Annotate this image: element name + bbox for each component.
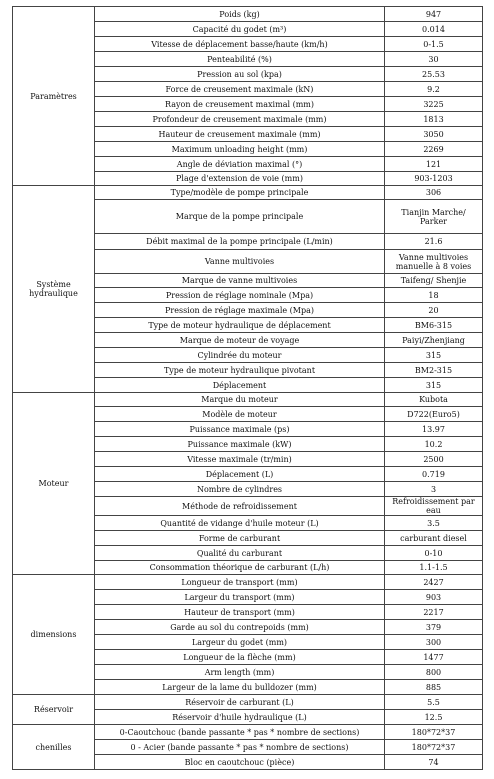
spec-label: Marque du moteur bbox=[95, 393, 385, 407]
table-row bbox=[13, 725, 483, 740]
spec-value: carburant diesel bbox=[385, 531, 483, 546]
spec-label: Modèle de moteur bbox=[95, 407, 385, 422]
spec-label: Marque de vanne multivoies bbox=[95, 274, 385, 288]
spec-label: Garde au sol du contrepoids (mm) bbox=[95, 620, 385, 635]
spec-value: 2427 bbox=[385, 575, 483, 590]
spec-value: Vanne multivoies manuelle à 8 voies bbox=[385, 250, 483, 274]
spec-label: Plage d'extension de voie (mm) bbox=[95, 172, 385, 186]
spec-label: Pression au sol (kpa) bbox=[95, 67, 385, 82]
category-cell: Paramètres bbox=[13, 7, 95, 186]
spec-value: Taifeng/ Shenjie bbox=[385, 274, 483, 288]
spec-label: Hauteur de transport (mm) bbox=[95, 605, 385, 620]
spec-table bbox=[12, 6, 483, 770]
spec-value: 3050 bbox=[385, 127, 483, 142]
table-row bbox=[13, 7, 483, 22]
spec-value: 3.5 bbox=[385, 516, 483, 531]
spec-value: 121 bbox=[385, 157, 483, 172]
spec-label: Arm length (mm) bbox=[95, 665, 385, 680]
table-row bbox=[13, 393, 483, 407]
spec-value: 18 bbox=[385, 288, 483, 303]
spec-value: 2500 bbox=[385, 452, 483, 467]
spec-label: Réservoir d'huile hydraulique (L) bbox=[95, 710, 385, 725]
spec-label: Longueur de la flèche (mm) bbox=[95, 650, 385, 665]
category-cell: Moteur bbox=[13, 393, 95, 575]
spec-value: 0-1.5 bbox=[385, 37, 483, 52]
spec-value: 0.719 bbox=[385, 467, 483, 482]
spec-value: Paiyi/Zhenjiang bbox=[385, 333, 483, 348]
spec-value: 2269 bbox=[385, 142, 483, 157]
spec-value: 9.2 bbox=[385, 82, 483, 97]
spec-label: Type de moteur hydraulique pivotant bbox=[95, 363, 385, 378]
spec-value: 947 bbox=[385, 7, 483, 22]
spec-value: BM6-315 bbox=[385, 318, 483, 333]
spec-value: 300 bbox=[385, 635, 483, 650]
spec-label: Cylindrée du moteur bbox=[95, 348, 385, 363]
spec-label: Longueur de transport (mm) bbox=[95, 575, 385, 590]
spec-label: Nombre de cylindres bbox=[95, 482, 385, 497]
spec-label: Déplacement (L) bbox=[95, 467, 385, 482]
spec-value: 0.014 bbox=[385, 22, 483, 37]
spec-value: 10.2 bbox=[385, 437, 483, 452]
spec-label: Vitesse de déplacement basse/haute (km/h) bbox=[95, 37, 385, 52]
spec-value: 21.6 bbox=[385, 234, 483, 250]
spec-label: Débit maximal de la pompe principale (L/min) bbox=[95, 234, 385, 250]
spec-label: Rayon de creusement maximal (mm) bbox=[95, 97, 385, 112]
spec-label: Méthode de refroidissement bbox=[95, 497, 385, 516]
spec-value: 885 bbox=[385, 680, 483, 695]
spec-label: Puissance maximale (kW) bbox=[95, 437, 385, 452]
spec-label: Marque de moteur de voyage bbox=[95, 333, 385, 348]
category-cell: Réservoir bbox=[13, 695, 95, 725]
category-cell: dimensions bbox=[13, 575, 95, 695]
spec-value: 180*72*37 bbox=[385, 725, 483, 740]
spec-table-body bbox=[13, 7, 483, 770]
spec-label: Pression de réglage nominale (Mpa) bbox=[95, 288, 385, 303]
spec-value: 1813 bbox=[385, 112, 483, 127]
spec-value: 25.53 bbox=[385, 67, 483, 82]
spec-value: 903 bbox=[385, 590, 483, 605]
spec-label: Qualité du carburant bbox=[95, 546, 385, 561]
spec-label: Largeur du transport (mm) bbox=[95, 590, 385, 605]
spec-label: Vitesse maximale (tr/min) bbox=[95, 452, 385, 467]
category-cell: Système hydraulique bbox=[13, 186, 95, 393]
spec-value: 20 bbox=[385, 303, 483, 318]
spec-value: 1.1-1.5 bbox=[385, 561, 483, 575]
spec-label: Angle de déviation maximal (°) bbox=[95, 157, 385, 172]
spec-label: Hauteur de creusement maximale (mm) bbox=[95, 127, 385, 142]
spec-value: 306 bbox=[385, 186, 483, 200]
spec-label: Type de moteur hydraulique de déplacement bbox=[95, 318, 385, 333]
spec-value: 13.97 bbox=[385, 422, 483, 437]
spec-label: Consommation théorique de carburant (L/h) bbox=[95, 561, 385, 575]
spec-value: 315 bbox=[385, 378, 483, 393]
spec-value: 12.5 bbox=[385, 710, 483, 725]
spec-label: 0-Caoutchouc (bande passante * pas * nombre de sections) bbox=[95, 725, 385, 740]
spec-label: Pression de réglage maximale (Mpa) bbox=[95, 303, 385, 318]
spec-label: Bloc en caoutchouc (pièce) bbox=[95, 755, 385, 770]
spec-label: Vanne multivoies bbox=[95, 250, 385, 274]
spec-value: 3 bbox=[385, 482, 483, 497]
spec-label: Type/modèle de pompe principale bbox=[95, 186, 385, 200]
spec-value: Kubota bbox=[385, 393, 483, 407]
spec-value: Refroidissement par eau bbox=[385, 497, 483, 516]
spec-value: 315 bbox=[385, 348, 483, 363]
spec-value: 1477 bbox=[385, 650, 483, 665]
spec-value: 2217 bbox=[385, 605, 483, 620]
spec-label: Forme de carburant bbox=[95, 531, 385, 546]
spec-label: 0 - Acier (bande passante * pas * nombre de sections) bbox=[95, 740, 385, 755]
spec-value: BM2-315 bbox=[385, 363, 483, 378]
spec-value: 5.5 bbox=[385, 695, 483, 710]
spec-label: Maximum unloading height (mm) bbox=[95, 142, 385, 157]
table-row bbox=[13, 575, 483, 590]
spec-value: D722(Euro5) bbox=[385, 407, 483, 422]
spec-value: 379 bbox=[385, 620, 483, 635]
spec-label: Déplacement bbox=[95, 378, 385, 393]
category-cell: chenilles bbox=[13, 725, 95, 770]
spec-value: 180*72*37 bbox=[385, 740, 483, 755]
spec-label: Puissance maximale (ps) bbox=[95, 422, 385, 437]
spec-label: Réservoir de carburant (L) bbox=[95, 695, 385, 710]
spec-value: 30 bbox=[385, 52, 483, 67]
spec-value: 903-1203 bbox=[385, 172, 483, 186]
spec-label: Largeur du godet (mm) bbox=[95, 635, 385, 650]
spec-label: Capacité du godet (m³) bbox=[95, 22, 385, 37]
spec-label: Penteabilité (%) bbox=[95, 52, 385, 67]
spec-value: 3225 bbox=[385, 97, 483, 112]
spec-value: 800 bbox=[385, 665, 483, 680]
spec-label: Quantité de vidange d'huile moteur (L) bbox=[95, 516, 385, 531]
table-row bbox=[13, 695, 483, 710]
table-row bbox=[13, 186, 483, 200]
spec-value: 74 bbox=[385, 755, 483, 770]
spec-label: Largeur de la lame du bulldozer (mm) bbox=[95, 680, 385, 695]
spec-label: Poids (kg) bbox=[95, 7, 385, 22]
spec-value: Tianjin Marche/ Parker bbox=[385, 200, 483, 234]
spec-label: Force de creusement maximale (kN) bbox=[95, 82, 385, 97]
spec-label: Profondeur de creusement maximale (mm) bbox=[95, 112, 385, 127]
spec-label: Marque de la pompe principale bbox=[95, 200, 385, 234]
spec-value: 0-10 bbox=[385, 546, 483, 561]
